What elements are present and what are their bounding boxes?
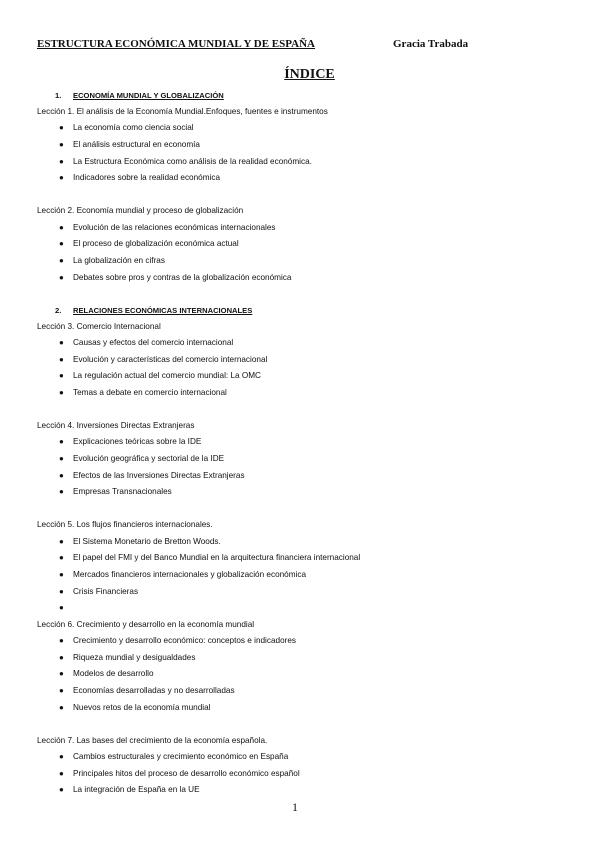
bullet-icon: ●	[59, 586, 64, 596]
list-item	[37, 468, 577, 485]
spacer	[37, 716, 577, 733]
list-item	[37, 154, 577, 171]
list-item	[37, 236, 577, 253]
list-item	[37, 385, 577, 402]
list-item-text: La integración de España en la UE	[73, 785, 200, 795]
bullet-icon: ●	[59, 255, 64, 265]
spacer	[37, 401, 577, 418]
lesson-title: Lección 2. Economía mundial y proceso de globalización	[37, 206, 244, 216]
list-item-text: Riqueza mundial y desigualdades	[73, 652, 196, 662]
list-item	[37, 550, 577, 567]
bullet-icon: ●	[59, 785, 64, 795]
list-item	[37, 137, 577, 154]
list-item	[37, 120, 577, 137]
bullet-icon: ●	[59, 239, 64, 249]
list-item-text: El Sistema Monetario de Bretton Woods.	[73, 536, 221, 546]
list-item-text: Explicaciones teóricas sobre la IDE	[73, 437, 202, 447]
bullet-icon: ●	[59, 437, 64, 447]
list-item-text: Causas y efectos del comercio internacional	[73, 338, 234, 348]
list-item-text: Empresas Transnacionales	[73, 487, 172, 497]
list-item	[37, 220, 577, 237]
section-number: 1.	[55, 91, 62, 100]
list-item	[37, 253, 577, 270]
list-item-text: La regulación actual del comercio mundial: La OMC	[73, 371, 261, 381]
section-title: ECONOMÍA MUNDIAL Y GLOBALIZACIÓN	[73, 91, 224, 100]
list-item	[37, 335, 577, 352]
list-item	[37, 534, 577, 551]
list-item-text: Evolución de las relaciones económicas internacionales	[73, 222, 276, 232]
list-item	[37, 451, 577, 468]
bullet-icon: ●	[59, 636, 64, 646]
bullet-icon: ●	[59, 470, 64, 480]
bullet-icon: ●	[59, 553, 64, 563]
list-item	[37, 666, 577, 683]
list-item-text: La Estructura Económica como análisis de la realidad económica.	[73, 156, 312, 166]
section-heading	[37, 88, 577, 104]
spacer	[37, 187, 577, 204]
list-item-text: Evolución y características del comercio internacional	[73, 354, 268, 364]
bullet-icon: ●	[59, 156, 64, 166]
list-item-text: El análisis estructural en economía	[73, 139, 200, 149]
list-item	[37, 434, 577, 451]
list-item-text: Evolución geográfica y sectorial de la IDE	[73, 454, 225, 464]
author-name: Gracia Trabada	[393, 38, 469, 50]
spacer	[37, 501, 577, 518]
bullet-icon: ●	[59, 371, 64, 381]
list-item-text: Debates sobre pros y contras de la globalización económica	[73, 272, 292, 282]
lesson-title: Lección 4. Inversiones Directas Extranjeras	[37, 421, 195, 431]
list-item-text: El papel del FMI y del Banco Mundial en la arquitectura financiera internacional	[73, 553, 361, 563]
list-item-text: La globalización en cifras	[73, 255, 165, 265]
list-item	[37, 270, 577, 287]
bullet-icon: ●	[59, 768, 64, 778]
section-heading	[37, 303, 577, 319]
list-item-text: La economía como ciencia social	[73, 123, 194, 133]
list-item	[37, 567, 577, 584]
list-item-text: Temas a debate en comercio internacional	[73, 387, 227, 397]
list-item	[37, 600, 577, 617]
list-item	[37, 170, 577, 187]
list-item	[37, 782, 577, 799]
bullet-icon: ●	[59, 652, 64, 662]
lesson-title: Lección 3. Comercio Internacional	[37, 321, 161, 331]
bullet-icon: ●	[59, 354, 64, 364]
bullet-icon: ●	[59, 454, 64, 464]
list-item-text: Efectos de las Inversiones Directas Extranjeras	[73, 470, 245, 480]
list-item	[37, 683, 577, 700]
page-number: 1	[292, 800, 298, 814]
list-item-text: Crecimiento y desarrollo económico: conceptos e indicadores	[73, 636, 296, 646]
list-item	[37, 650, 577, 667]
bullet-icon: ●	[59, 669, 64, 679]
index-content	[37, 88, 577, 799]
bullet-icon: ●	[59, 123, 64, 133]
list-item-text: Economías desarrolladas y no desarrolladas	[73, 685, 235, 695]
bullet-icon: ●	[59, 702, 64, 712]
list-item-text: Mercados financieros internacionales y globalización económica	[73, 570, 307, 580]
list-item-text: Indicadores sobre la realidad económica	[73, 173, 221, 183]
course-title: ESTRUCTURA ECONÓMICA MUNDIAL Y DE ESPAÑA	[37, 38, 315, 50]
section-number: 2.	[55, 305, 62, 315]
list-item	[37, 484, 577, 501]
bullet-icon: ●	[59, 487, 64, 497]
lesson-title: Lección 7. Las bases del crecimiento de la economía española.	[37, 735, 268, 745]
list-item	[37, 368, 577, 385]
list-item-text: Modelos de desarrollo	[73, 669, 154, 679]
list-item-text: Crisis Financieras	[73, 586, 139, 596]
list-item	[37, 352, 577, 369]
bullet-icon: ●	[59, 570, 64, 580]
list-item-text: El proceso de globalización económica actual	[73, 239, 239, 249]
bullet-icon: ●	[59, 139, 64, 149]
list-item-text: Nuevos retos de la economía mundial	[73, 702, 211, 712]
index-title: ÍNDICE	[284, 67, 335, 82]
bullet-icon: ●	[59, 338, 64, 348]
bullet-icon: ●	[59, 603, 64, 613]
list-item	[37, 766, 577, 783]
list-item-text: Cambios estructurales y crecimiento económico en España	[73, 752, 289, 762]
lesson-title: Lección 1. El análisis de la Economía Mundial.Enfoques, fuentes e instrumentos	[37, 107, 328, 116]
bullet-icon: ●	[59, 685, 64, 695]
list-item	[37, 749, 577, 766]
list-item-text: Principales hitos del proceso de desarrollo económico español	[73, 768, 300, 778]
list-item	[37, 633, 577, 650]
spacer	[37, 286, 577, 303]
bullet-icon: ●	[59, 272, 64, 282]
list-item	[37, 700, 577, 717]
bullet-icon: ●	[59, 222, 64, 232]
lesson-title: Lección 5. Los flujos financieros internacionales.	[37, 520, 213, 530]
bullet-icon: ●	[59, 752, 64, 762]
bullet-icon: ●	[59, 173, 64, 183]
section-title: RELACIONES ECONÓMICAS INTERNACIONALES	[73, 305, 253, 315]
list-item	[37, 584, 577, 601]
lesson-title: Lección 6. Crecimiento y desarrollo en la economía mundial	[37, 619, 255, 629]
bullet-icon: ●	[59, 387, 64, 397]
bullet-icon: ●	[59, 536, 64, 546]
